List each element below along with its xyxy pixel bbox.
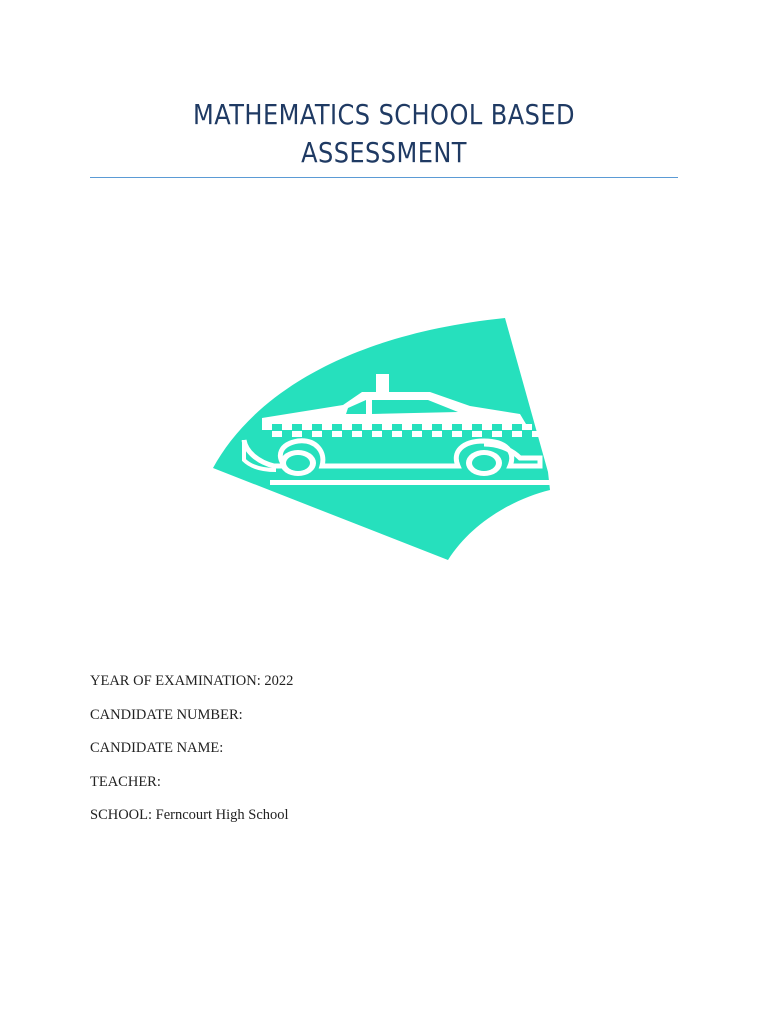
taxi-icon [200, 300, 570, 580]
title-line-1: MATHEMATICS SCHOOL BASED [193, 98, 575, 131]
field-value: 2022 [264, 673, 294, 689]
field-teacher [90, 774, 690, 808]
field-label: CANDIDATE NAME: [90, 740, 224, 756]
field-candidate-number [90, 707, 690, 741]
candidate-info [90, 673, 690, 841]
field-school [90, 807, 690, 841]
field-candidate-name [90, 740, 690, 774]
field-year-of-examination [90, 673, 690, 707]
field-label: SCHOOL: [90, 807, 153, 823]
title-divider [90, 177, 678, 178]
field-label: YEAR OF EXAMINATION: [90, 673, 261, 689]
field-label: CANDIDATE NUMBER: [90, 706, 243, 723]
document-title [90, 96, 678, 172]
field-label: TEACHER: [90, 773, 161, 790]
title-line-2: ASSESSMENT [301, 136, 467, 169]
field-value: Ferncourt High School [155, 807, 289, 823]
